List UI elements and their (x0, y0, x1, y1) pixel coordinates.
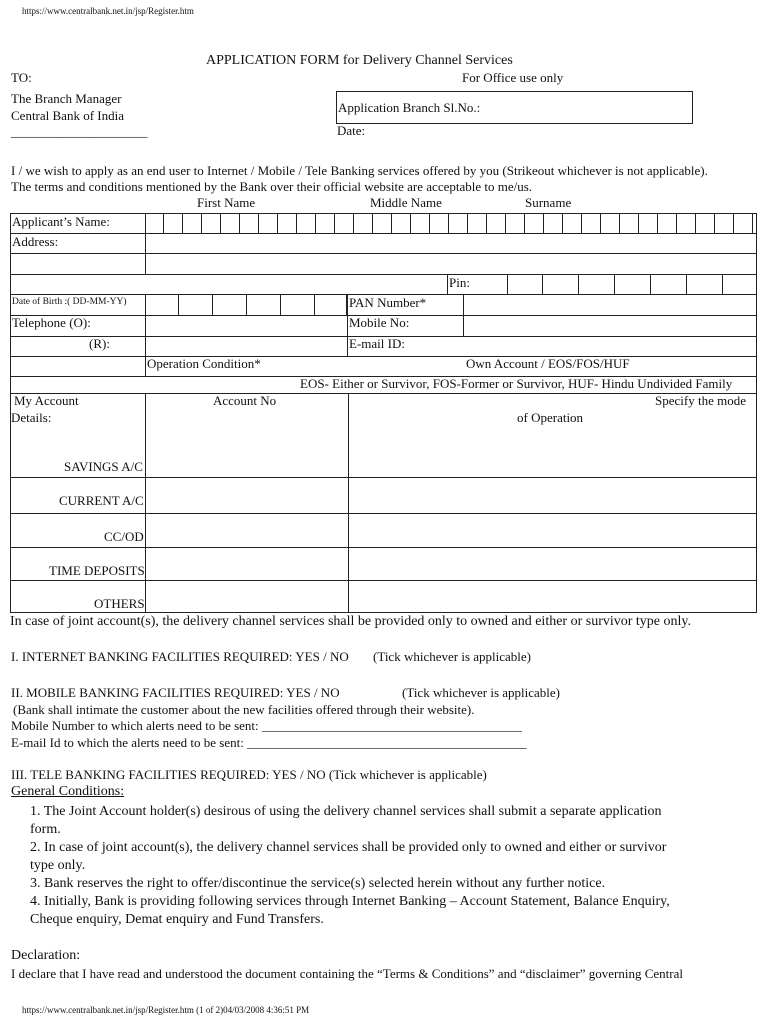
eos-note: EOS- Either or Survivor, FOS-Former or Survivor, HUF- Hindu Undivided Family (300, 376, 733, 391)
branch-sl-label: Application Branch Sl.No.: (338, 100, 481, 115)
condition-4a: 4. Initially, Bank is providing following services through Internet Banking – Account Statement, Balance Enquiry, (30, 894, 670, 909)
to-line1: The Branch Manager (11, 91, 122, 106)
own-account-label: Own Account / EOS/FOS/HUF (466, 356, 630, 371)
condition-2b: type only. (30, 858, 86, 873)
time-deposits-account-no-field[interactable] (146, 548, 348, 580)
mobile-banking-note: (Bank shall intimate the customer about the new facilities offered through their website). (13, 702, 475, 717)
date-label: Date: (337, 123, 366, 138)
mobile-banking-label: II. MOBILE BANKING FACILITIES REQUIRED: YES / NO (11, 685, 340, 700)
account-type-current: CURRENT A/C (59, 493, 144, 508)
mobile-field[interactable] (463, 315, 757, 336)
email-alerts-line[interactable]: E-mail Id to which the alerts need to be sent: ___________________________________________ (11, 735, 527, 750)
office-use-label: For Office use only (462, 70, 564, 85)
applicant-name-label: Applicant’s Name: (12, 214, 110, 229)
my-account-label: My Account (14, 393, 79, 408)
of-operation-header: of Operation (517, 410, 584, 425)
telephone-r-label: (R): (89, 336, 110, 351)
email-field[interactable] (410, 336, 757, 356)
to-line2: Central Bank of India (11, 108, 124, 123)
operation-condition-label: Operation Condition* (147, 356, 261, 371)
mobile-label: Mobile No: (349, 315, 410, 330)
to-label: TO: (11, 70, 32, 85)
condition-1a: 1. The Joint Account holder(s) desirous of using the delivery channel services shall submit a separate application (30, 804, 662, 819)
ccod-account-no-field[interactable] (146, 514, 348, 547)
account-type-savings: SAVINGS A/C (64, 459, 143, 474)
condition-3: 3. Bank reserves the right to offer/discontinue the service(s) selected herein without any further notice. (30, 876, 606, 891)
pan-field[interactable] (463, 294, 757, 315)
internet-banking-tick: (Tick whichever is applicable) (373, 649, 531, 664)
to-blank: _____________________ (11, 124, 148, 139)
intro-line1: I / we wish to apply as an end user to Internet / Mobile / Tele Banking services offered by you (Strikeout whichever is not applicable). (11, 163, 708, 178)
account-type-others: OTHERS (94, 596, 145, 611)
condition-1b: form. (30, 822, 61, 837)
specify-mode-header: Specify the mode (655, 393, 746, 408)
mobile-banking-tick: (Tick whichever is applicable) (402, 685, 560, 700)
internet-banking-label: I. INTERNET BANKING FACILITIES REQUIRED: YES / NO (11, 649, 349, 664)
others-account-no-field[interactable] (146, 581, 348, 613)
joint-account-note: In case of joint account(s), the delivery channel services shall be provided only to owned and either or survivor type only. (10, 614, 691, 629)
details-label: Details: (11, 410, 52, 425)
form-title: APPLICATION FORM for Delivery Channel Services (206, 53, 513, 68)
savings-account-no-field[interactable] (146, 430, 348, 477)
tele-banking-label: III. TELE BANKING FACILITIES REQUIRED: YES / NO (Tick whichever is applicable) (11, 767, 487, 782)
general-conditions-heading: General Conditions: (11, 784, 125, 799)
account-no-header: Account No (213, 393, 277, 408)
current-account-no-field[interactable] (146, 478, 348, 513)
telephone-o-label: Telephone (O): (12, 315, 91, 330)
declaration-heading: Declaration: (11, 948, 81, 963)
address-field[interactable] (145, 233, 757, 274)
middle-name-header: Middle Name (370, 195, 442, 210)
address-label: Address: (12, 234, 59, 249)
footer-url: https://www.centralbank.net.in/jsp/Register.htm (1 of 2)04/03/2008 4:36:51 PM (22, 1005, 310, 1015)
dob-boxes[interactable] (145, 294, 347, 315)
pin-boxes[interactable] (507, 274, 757, 294)
header-url: https://www.centralbank.net.in/jsp/Register.htm (22, 6, 194, 16)
condition-2a: 2. In case of joint account(s), the delivery channel services shall be provided only to owned and either or survivor (30, 840, 667, 855)
condition-4b: Cheque enquiry, Demat enquiry and Fund Transfers. (30, 912, 324, 927)
dob-label: Date of Birth :( DD-MM-YY) (12, 297, 127, 307)
mobile-alerts-line[interactable]: Mobile Number to which alerts need to be sent: ________________________________________ (11, 718, 522, 733)
intro-line2: The terms and conditions mentioned by the Bank over their official website are acceptable to me/us. (11, 179, 533, 194)
email-label: E-mail ID: (349, 336, 405, 351)
applicant-name-boxes[interactable] (145, 213, 757, 233)
first-name-header: First Name (197, 195, 256, 210)
pan-label: PAN Number* (349, 295, 427, 310)
account-type-time-deposits: TIME DEPOSITS (49, 563, 145, 578)
pin-label: Pin: (449, 275, 470, 290)
telephone-r-field[interactable] (145, 336, 347, 356)
declaration-text: I declare that I have read and understood the document containing the “Terms & Conditions” and “disclaimer” governing Central (11, 966, 683, 981)
account-type-ccod: CC/OD (104, 529, 144, 544)
surname-header: Surname (525, 195, 572, 210)
